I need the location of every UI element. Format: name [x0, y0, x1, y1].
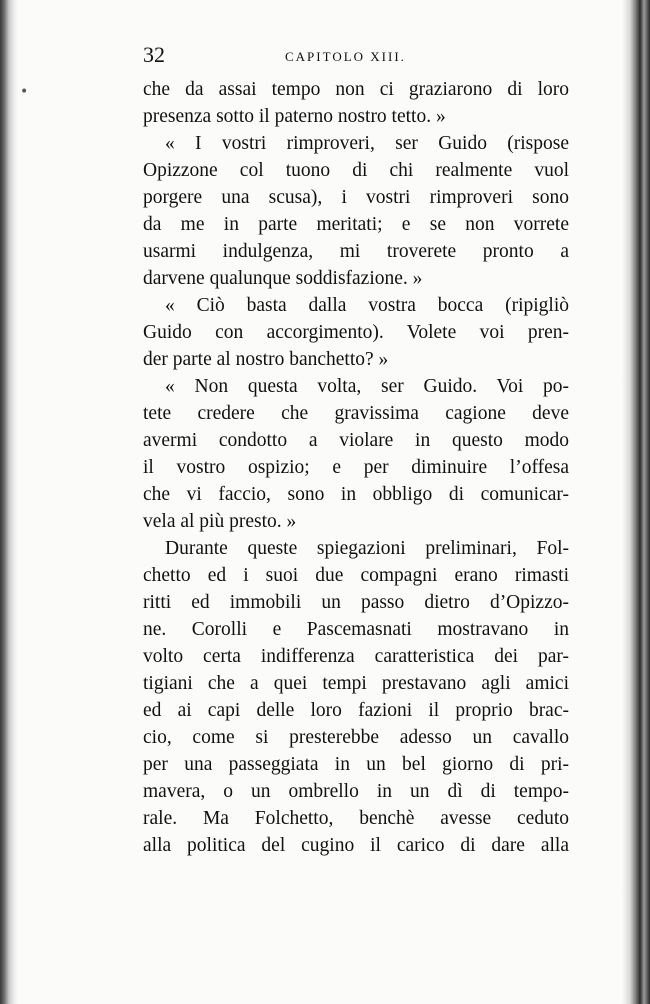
- text-line: presenza sotto il paterno nostro tetto. »: [143, 106, 446, 127]
- text-line: Opizzone col tuono di chi realmente vuol: [143, 160, 569, 181]
- book-binding-shadow: [0, 0, 18, 1004]
- text-line: da me in parte meritati; e se non vorrete: [143, 214, 569, 235]
- text-line: rale. Ma Folchetto, benchè avesse ceduto: [143, 808, 569, 829]
- text-line: volto certa indifferenza caratteristica dei par-: [143, 646, 569, 667]
- text-line: Durante queste spiegazioni preliminari, Fol-: [165, 538, 569, 559]
- text-line: porgere una scusa), i vostri rimproveri sono: [143, 187, 569, 208]
- text-line: chetto ed i suoi due compagni erano rimasti: [143, 565, 569, 586]
- text-line: tete credere che gravissima cagione deve: [143, 403, 569, 424]
- running-head-chapter-title: CAPITOLO XIII.: [285, 49, 406, 64]
- text-line: ritti ed immobili un passo dietro d’Opizzo-: [143, 592, 569, 613]
- page-header: [143, 40, 573, 70]
- text-line: tigiani che a quei tempi prestavano agli amici: [143, 673, 569, 694]
- text-line: vela al più presto. »: [143, 511, 297, 532]
- text-line: che vi faccio, sono in obbligo di comunicar-: [143, 484, 569, 505]
- text-line: il vostro ospizio; e per diminuire l’offesa: [143, 457, 569, 478]
- text-line: Guido con accorgimento). Volete voi pren-: [143, 322, 569, 343]
- text-line: « Non questa volta, ser Guido. Voi po-: [165, 376, 569, 397]
- text-line: per una passeggiata in un bel giorno di pri-: [143, 754, 569, 775]
- body-text: [143, 76, 569, 859]
- text-line: cio, come si presterebbe adesso un cavallo: [143, 727, 569, 748]
- stray-mark: •: [20, 84, 29, 100]
- text-line: usarmi indulgenza, mi troverete pronto a: [143, 241, 569, 262]
- text-line: darvene qualunque soddisfazione. »: [143, 268, 423, 289]
- text-line: avermi condotto a violare in questo modo: [143, 430, 569, 451]
- text-line: che da assai tempo non ci graziarono di loro: [143, 79, 569, 100]
- text-line: « Ciò basta dalla vostra bocca (ripigliò: [165, 295, 569, 316]
- text-line: mavera, o un ombrello in un dì di tempo-: [143, 781, 569, 802]
- page-number: 32: [143, 42, 165, 67]
- page-edge-shadow: [622, 0, 650, 1004]
- text-line: alla politica del cugino il carico di dare alla: [143, 835, 569, 856]
- text-line: der parte al nostro banchetto? »: [143, 349, 389, 370]
- text-line: ed ai capi delle loro fazioni il proprio brac-: [143, 700, 569, 721]
- text-line: ne. Corolli e Pascemasnati mostravano in: [143, 619, 569, 640]
- text-line: « I vostri rimproveri, ser Guido (rispose: [165, 133, 569, 154]
